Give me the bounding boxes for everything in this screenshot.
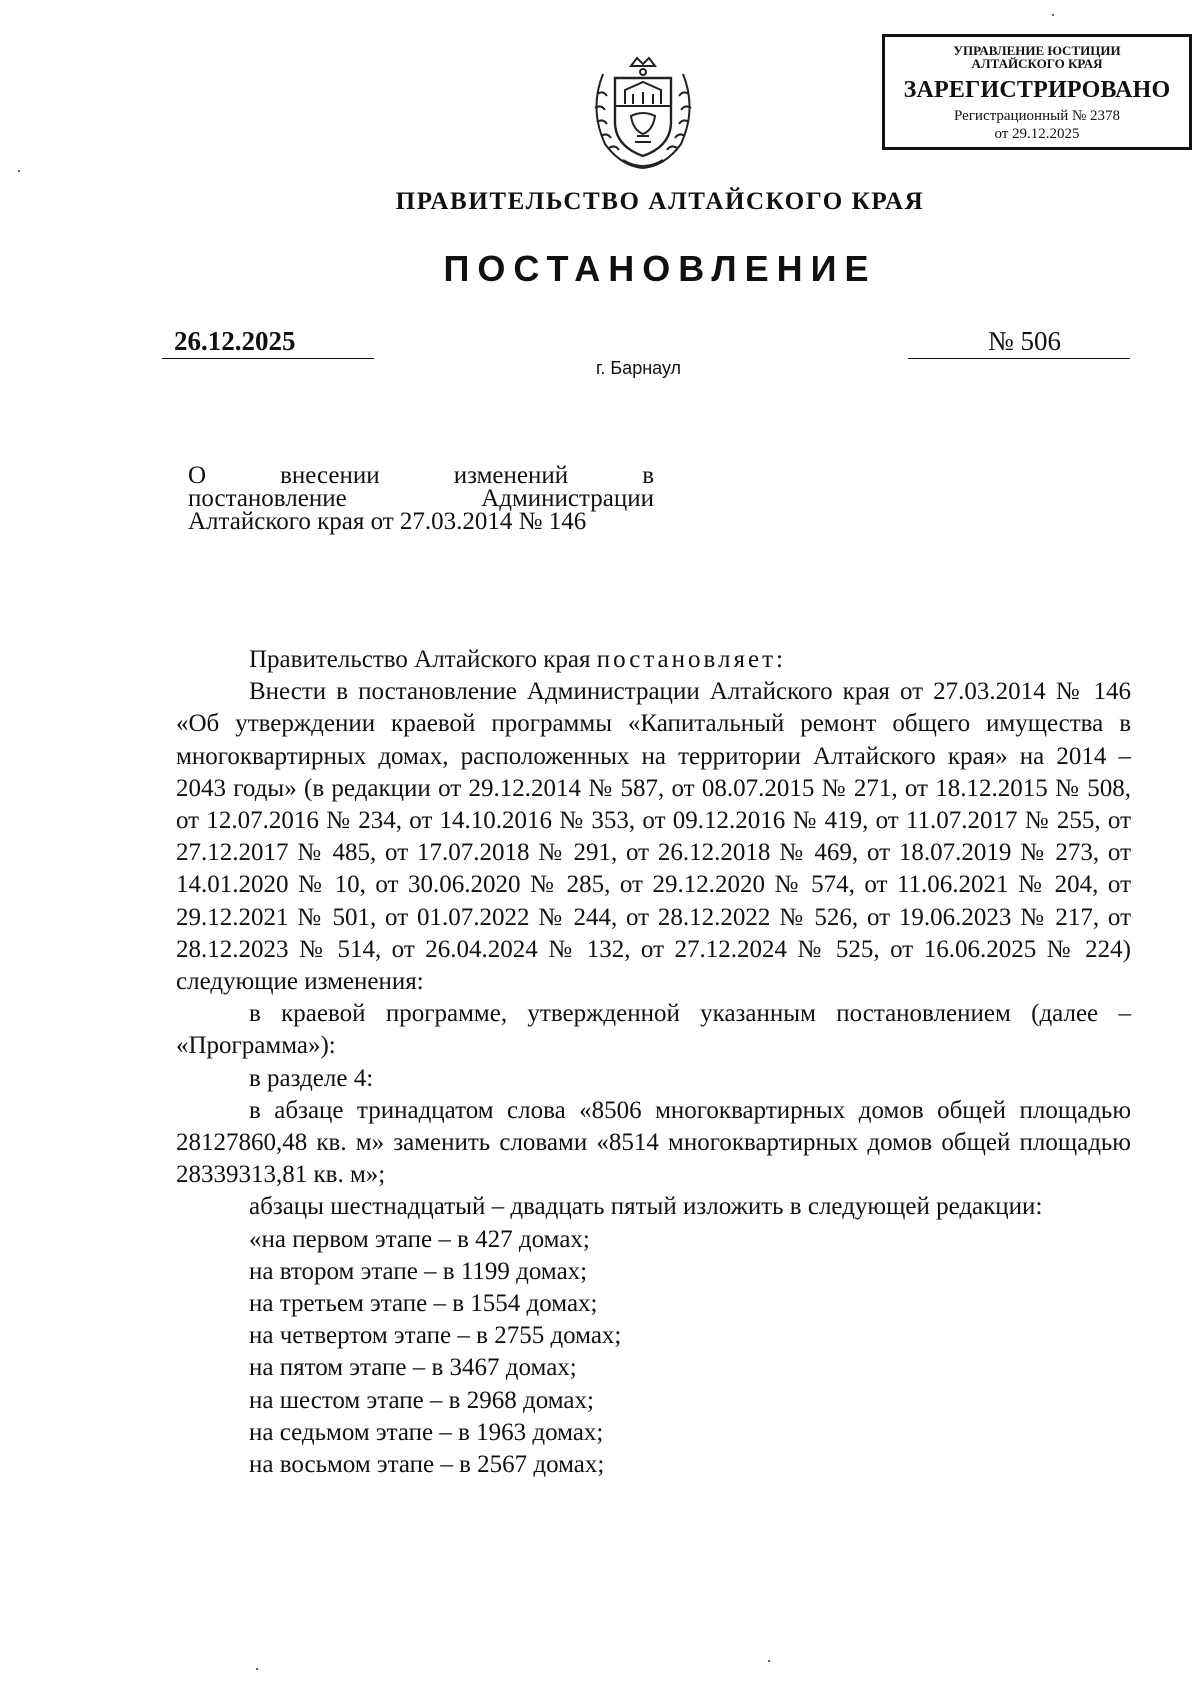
stamp-line-1: УПРАВЛЕНИЕ ЮСТИЦИИ: [953, 43, 1121, 58]
list-item: на шестом этапе – в 2968 домах;: [249, 1386, 594, 1414]
subject-line-3: Алтайского края от 27.03.2014 № 146: [188, 508, 587, 535]
list-item: на восьмом этапе – в 2567 домах;: [249, 1451, 605, 1479]
list-item: на втором этапе – в 1199 домах;: [249, 1257, 588, 1285]
list-item: на четвертом этапе – в 2755 домах;: [249, 1322, 622, 1350]
document-date: 26.12.2025: [174, 326, 296, 356]
scan-speck: [1052, 14, 1054, 16]
list-item: на третьем этапе – в 1554 домах;: [249, 1290, 598, 1318]
intro-prefix: Правительство Алтайского края: [249, 646, 597, 673]
section-paragraph: в разделе 4:: [249, 1064, 374, 1092]
registration-stamp: [882, 34, 1192, 150]
intro-paragraph: [176, 644, 1131, 676]
document-type-title: ПОСТАНОВЛЕНИЕ: [443, 248, 877, 289]
subject-line-2: постановление Администрации: [188, 485, 654, 512]
document-number: № 506: [988, 326, 1062, 356]
government-title: ПРАВИТЕЛЬСТВО АЛТАЙСКОГО КРАЯ: [395, 188, 925, 215]
document-city: г. Барнаул: [596, 358, 682, 378]
coat-of-arms-emblem: [583, 44, 703, 174]
intro-verb: постановляет:: [596, 646, 786, 673]
list-item: «на первом этапе – в 427 домах;: [249, 1225, 590, 1253]
stamp-reg-number: Регистрационный № 2378: [953, 108, 1121, 124]
stamp-line-2: АЛТАЙСКОГО КРАЯ: [971, 56, 1103, 71]
paragraph-13: в абзаце тринадцатом слова «8506 многоквартирных домов общей площадью 28127860,48 кв. м» заменить словами «8514 многоквартирных домов общей площадью 28339313,81 кв. м»;: [176, 1096, 1131, 1189]
document-body: [176, 644, 1131, 1481]
list-item: на седьмом этапе – в 1963 домах;: [249, 1418, 604, 1446]
scan-speck: [256, 1668, 258, 1670]
stamp-reg-date: от 29.12.2025: [994, 126, 1080, 142]
paragraphs-16-25: абзацы шестнадцатый – двадцать пятый изложить в следующей редакции:: [249, 1193, 1043, 1221]
stages-list: [176, 1224, 1131, 1482]
list-item: на пятом этапе – в 3467 домах;: [249, 1354, 577, 1382]
program-paragraph: в краевой программе, утвержденной указанным постановлением (далее – «Программа»):: [176, 1000, 1131, 1060]
scan-speck: [768, 1660, 770, 1662]
scan-speck: [18, 170, 20, 172]
document-subject: [188, 464, 654, 533]
stamp-status: ЗАРЕГИСТРИРОВАНО: [903, 77, 1171, 103]
subject-line-1: О внесении изменений в: [188, 462, 654, 489]
main-paragraph: Внести в постановление Администрации Алтайского края от 27.03.2014 № 146 «Об утверждении краевой программы «Капитальный ремонт общего имущества в многоквартирных домах, расположенных на территории Алтайского края» на 2014 – 2043 годы» (в редакции от 29.12.2014 № 587, от 08.07.2015 № 271, от 18.12.2015 № 508, от 12.07.2016 № 234, от 14.10.2016 № 353, от 09.12.2016 № 419, от 11.07.2017 № 255, от 27.12.2017 № 485, от 17.07.2018 № 291, от 26.12.2018 № 469, от 18.07.2019 № 273, от 14.01.2020 № 10, от 30.06.2020 № 285, от 29.12.2020 № 574, от 11.06.2021 № 204, от 29.12.2021 № 501, от 01.07.2022 № 244, от 28.12.2022 № 526, от 19.06.2023 № 217, от 28.12.2023 № 514, от 26.04.2024 № 132, от 27.12.2024 № 525, от 16.06.2025 № 224) следующие изменения:: [176, 678, 1131, 996]
